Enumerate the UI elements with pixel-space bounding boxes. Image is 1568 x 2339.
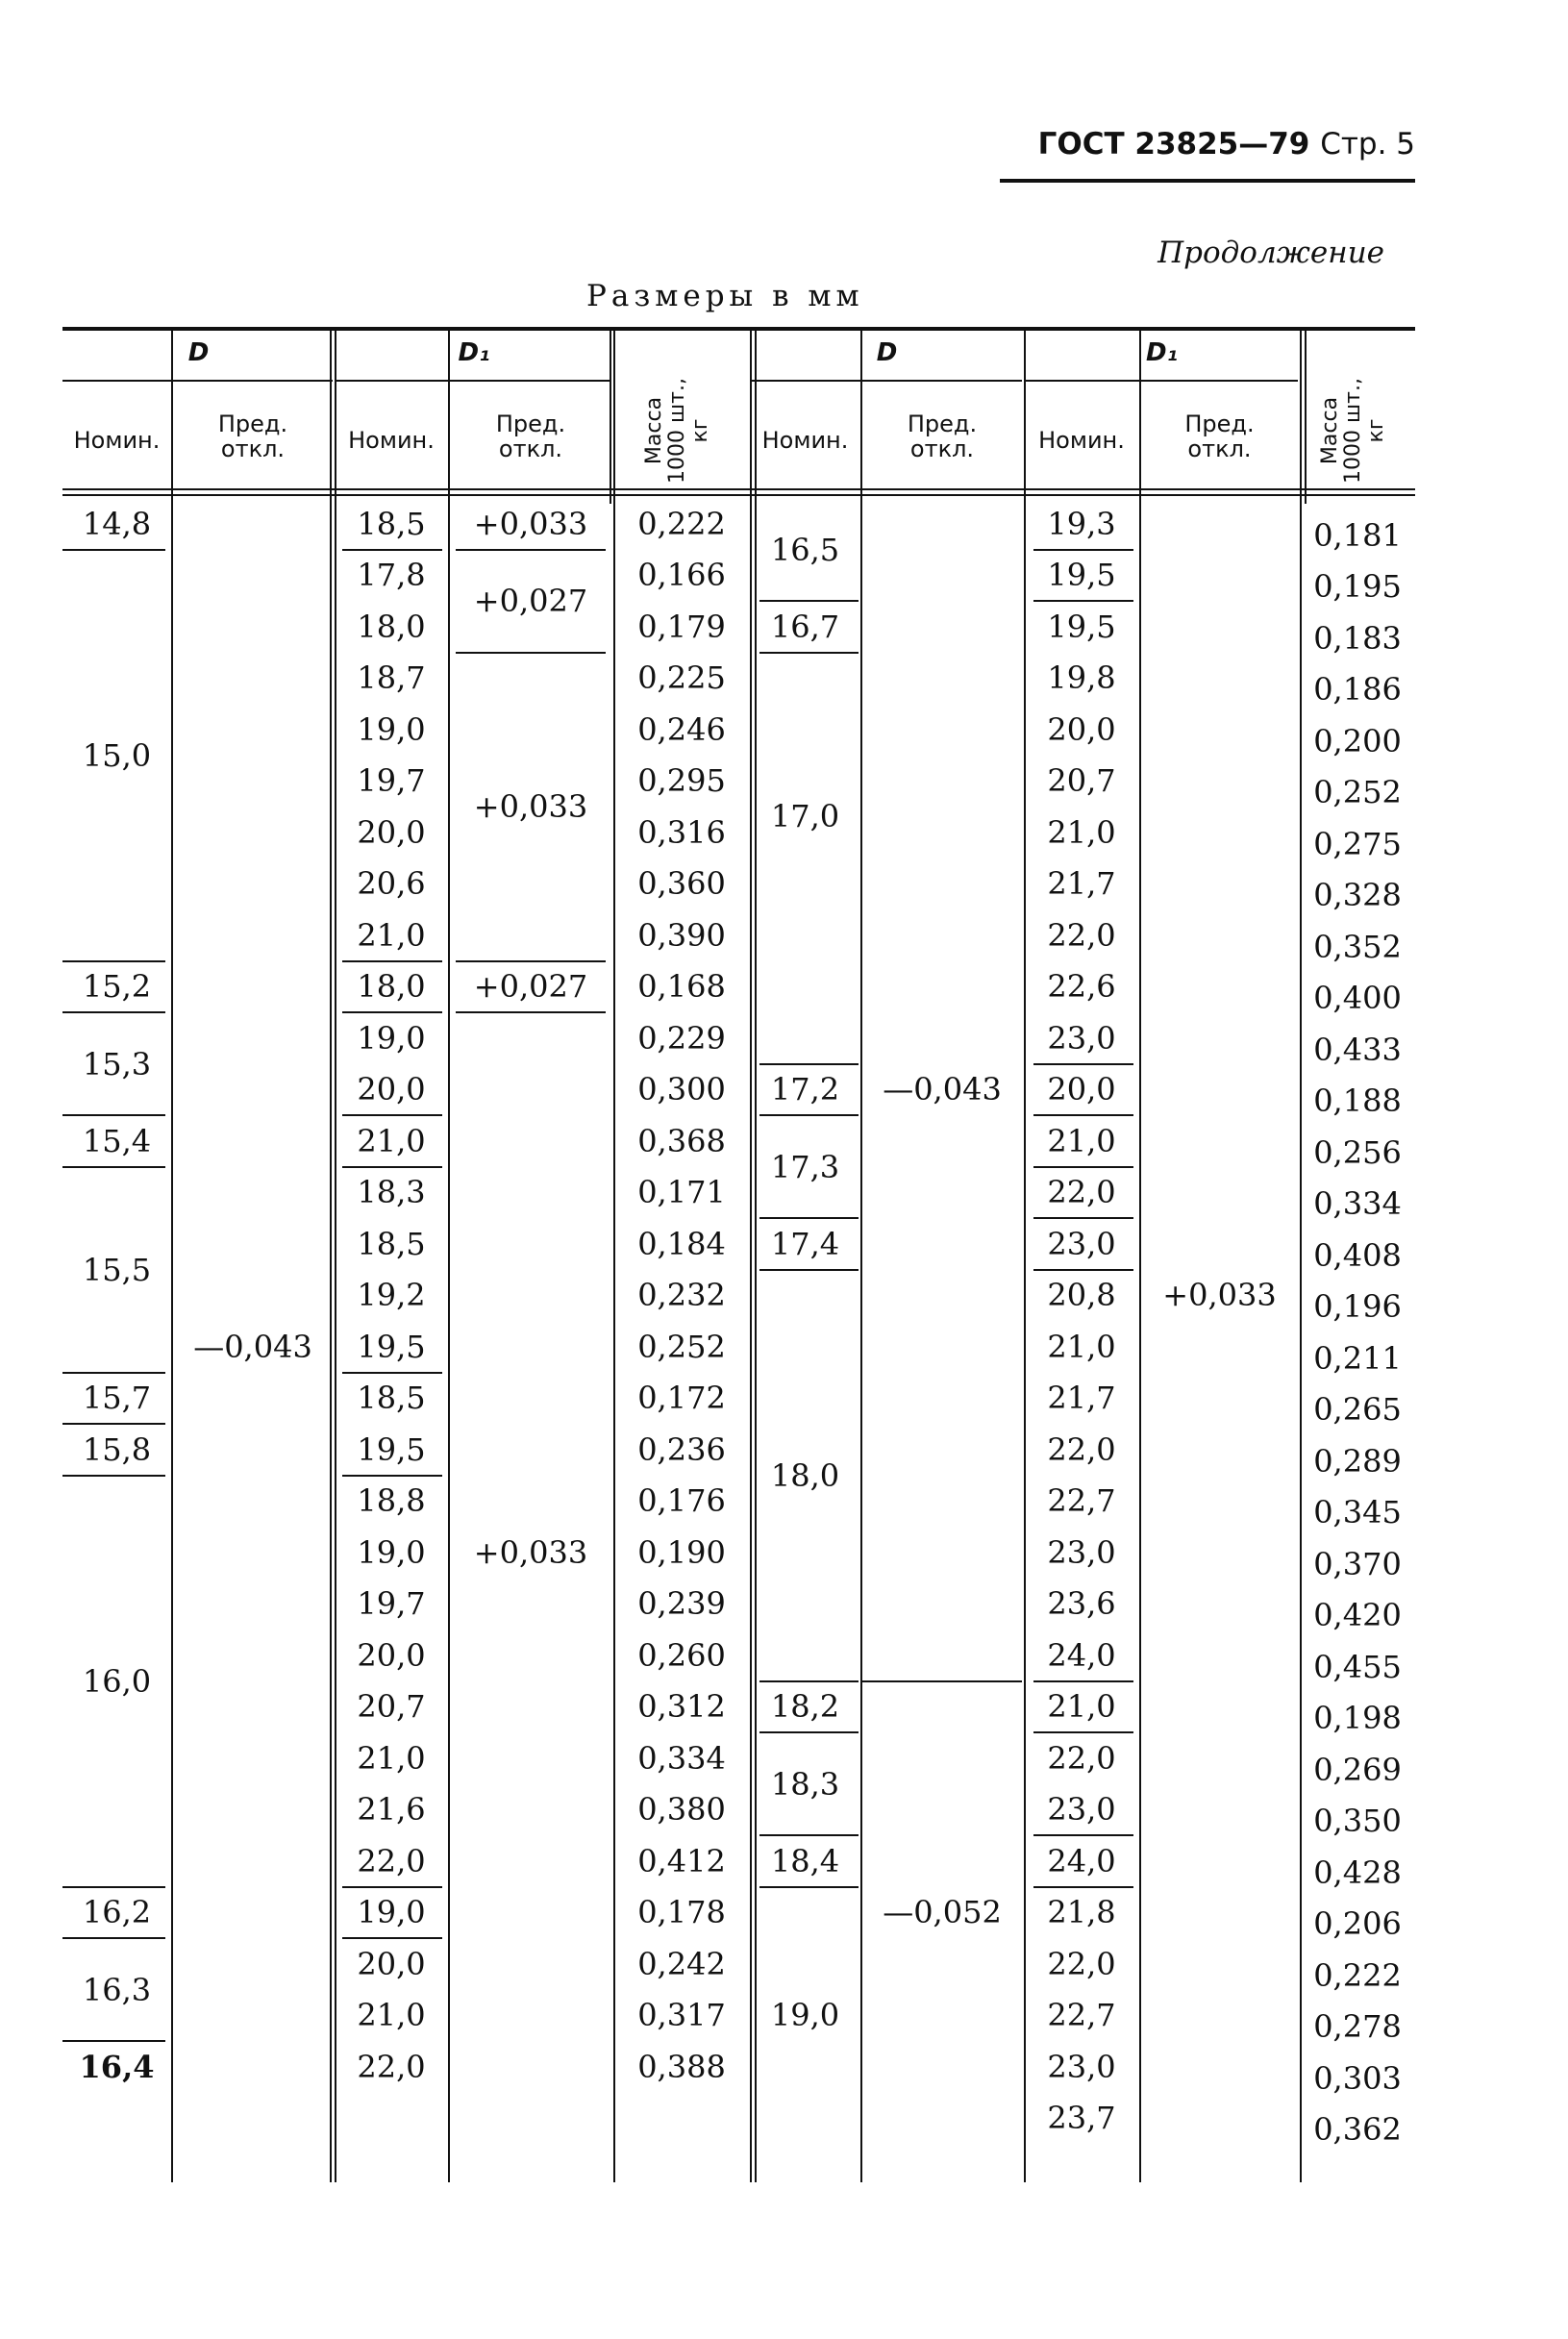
d1-nominal-cell: 18,7 — [357, 659, 426, 697]
row-rule — [62, 960, 165, 962]
d1-nominal-cell: 22,6 — [1047, 968, 1116, 1006]
row-rule — [1033, 1217, 1133, 1219]
d1-nominal-cell: 20,0 — [357, 1071, 426, 1108]
d1-nominal-cell: 21,0 — [357, 1997, 426, 2034]
d1-nominal-cell: 21,0 — [357, 916, 426, 954]
mass-cell: 0,236 — [637, 1431, 726, 1468]
column-header-tolerance: Пред. откл. — [217, 411, 288, 462]
d1-nominal-cell: 23,0 — [1047, 2048, 1116, 2085]
d1-tolerance-cell: +0,027 — [473, 968, 588, 1006]
row-rule — [1033, 600, 1133, 602]
d1-nominal-cell: 22,7 — [1047, 1997, 1116, 2034]
mass-cell: 0,362 — [1313, 2111, 1402, 2149]
units-label: Размеры в мм — [586, 279, 864, 313]
d-tolerance-cell: —0,043 — [193, 1328, 312, 1365]
d-nominal-cell: 17,2 — [770, 1071, 840, 1108]
d1-nominal-cell: 22,0 — [357, 2048, 426, 2085]
d1-nominal-cell: 18,5 — [357, 505, 426, 542]
row-rule — [1033, 1269, 1133, 1271]
d1-nominal-cell: 18,0 — [357, 608, 426, 645]
mass-cell: 0,289 — [1313, 1442, 1402, 1480]
d1-nominal-cell: 23,0 — [1047, 1019, 1116, 1057]
d-nominal-cell: 16,3 — [82, 1971, 152, 2008]
page-header — [1000, 127, 1415, 162]
column-rule — [1305, 331, 1307, 504]
row-rule — [342, 1166, 442, 1168]
d1-nominal-cell: 22,0 — [1047, 1739, 1116, 1777]
d1-nominal-cell: 19,7 — [357, 762, 426, 800]
mass-cell: 0,172 — [637, 1380, 726, 1417]
page-label: Стр. 5 — [1320, 127, 1415, 162]
row-rule — [62, 1372, 165, 1374]
mass-cell: 0,303 — [1313, 2059, 1402, 2097]
d-nominal-cell: 16,2 — [82, 1894, 152, 1931]
mass-cell: 0,198 — [1313, 1700, 1402, 1737]
column-group-label: D₁ — [1146, 338, 1178, 367]
d1-nominal-cell: 24,0 — [1047, 1842, 1116, 1879]
column-group-label: D — [876, 338, 898, 367]
mass-cell: 0,352 — [1313, 928, 1402, 965]
d-nominal-cell: 17,3 — [770, 1148, 840, 1185]
mass-cell: 0,252 — [1313, 774, 1402, 811]
row-rule — [342, 549, 442, 551]
d1-nominal-cell: 23,0 — [1047, 1533, 1116, 1571]
mass-cell: 0,222 — [1313, 1956, 1402, 1994]
d1-nominal-cell: 18,0 — [357, 968, 426, 1006]
d1-nominal-cell: 20,7 — [1047, 762, 1116, 800]
row-rule — [1033, 1166, 1133, 1168]
column-header-tolerance: Пред. откл. — [1184, 411, 1255, 462]
d1-nominal-cell: 20,0 — [1047, 1071, 1116, 1108]
d1-nominal-cell: 21,0 — [1047, 1688, 1116, 1726]
d1-nominal-cell: 18,3 — [357, 1174, 426, 1211]
column-header-nominal: Номин. — [348, 427, 435, 454]
row-rule — [62, 1011, 165, 1013]
mass-cell: 0,368 — [637, 1122, 726, 1159]
d1-nominal-cell: 20,7 — [357, 1688, 426, 1726]
d-nominal-cell: 18,4 — [770, 1842, 840, 1879]
d1-nominal-cell: 19,7 — [357, 1585, 426, 1623]
d-nominal-cell: 17,0 — [770, 798, 840, 834]
d1-nominal-cell: 21,7 — [1047, 1380, 1116, 1417]
row-rule — [1033, 1731, 1133, 1733]
group-d-rule-right — [752, 380, 1022, 382]
mass-cell: 0,265 — [1313, 1391, 1402, 1429]
d1-nominal-cell: 22,7 — [1047, 1482, 1116, 1520]
mass-cell: 0,278 — [1313, 2008, 1402, 2046]
row-rule — [62, 1475, 165, 1477]
mass-cell: 0,345 — [1313, 1494, 1402, 1531]
d-nominal-cell: 16,5 — [770, 531, 840, 568]
d1-nominal-cell: 19,0 — [357, 1019, 426, 1057]
d-nominal-cell: 15,4 — [82, 1122, 152, 1159]
column-group-label: D₁ — [458, 338, 490, 367]
mass-cell: 0,222 — [637, 505, 726, 542]
mass-cell: 0,186 — [1313, 671, 1402, 709]
column-group-label: D — [187, 338, 210, 367]
row-rule — [62, 1423, 165, 1425]
d1-nominal-cell: 22,0 — [357, 1842, 426, 1879]
d-nominal-cell: 15,8 — [82, 1431, 152, 1468]
mass-cell: 0,176 — [637, 1482, 726, 1520]
d1-nominal-cell: 19,0 — [357, 1533, 426, 1571]
mass-cell: 0,232 — [637, 1277, 726, 1314]
mass-cell: 0,433 — [1313, 1031, 1402, 1068]
d1-nominal-cell: 21,0 — [357, 1739, 426, 1777]
d1-nominal-cell: 21,0 — [357, 1122, 426, 1159]
mass-cell: 0,195 — [1313, 568, 1402, 606]
row-rule — [759, 600, 859, 602]
mass-cell: 0,181 — [1313, 516, 1402, 554]
d1-nominal-cell: 23,0 — [1047, 1225, 1116, 1262]
d1-nominal-cell: 20,0 — [357, 813, 426, 851]
row-rule — [759, 1063, 859, 1065]
d1-nominal-cell: 19,5 — [1047, 557, 1116, 594]
continuation-label: Продолжение — [1157, 236, 1384, 270]
d1-nominal-cell: 20,0 — [357, 1636, 426, 1674]
row-rule — [456, 960, 606, 962]
d1-nominal-cell: 18,8 — [357, 1482, 426, 1520]
mass-cell: 0,388 — [637, 2048, 726, 2085]
row-rule — [62, 1114, 165, 1116]
d-nominal-cell: 16,0 — [82, 1662, 152, 1700]
mass-cell: 0,242 — [637, 1945, 726, 1982]
mass-cell: 0,252 — [637, 1328, 726, 1365]
mass-cell: 0,206 — [1313, 1905, 1402, 1943]
row-rule — [342, 1475, 442, 1477]
d1-nominal-cell: 19,5 — [357, 1431, 426, 1468]
row-rule — [759, 1680, 859, 1682]
d1-nominal-cell: 18,5 — [357, 1380, 426, 1417]
d1-nominal-cell: 21,0 — [1047, 1122, 1116, 1159]
row-rule — [342, 960, 442, 962]
row-rule — [342, 1011, 442, 1013]
mass-cell: 0,412 — [637, 1842, 726, 1879]
d-nominal-cell: 15,3 — [82, 1045, 152, 1082]
row-rule — [342, 1114, 442, 1116]
d1-nominal-cell: 21,0 — [1047, 1328, 1116, 1365]
d1-nominal-cell: 21,6 — [357, 1791, 426, 1829]
d1-nominal-cell: 23,0 — [1047, 1791, 1116, 1829]
mass-cell: 0,190 — [637, 1533, 726, 1571]
d1-nominal-cell: 17,8 — [357, 557, 426, 594]
mass-cell: 0,246 — [637, 710, 726, 748]
header-bottom-rule-2 — [62, 494, 1415, 496]
d-nominal-cell: 14,8 — [82, 505, 152, 542]
mass-cell: 0,168 — [637, 968, 726, 1006]
row-rule — [1033, 1114, 1133, 1116]
row-rule — [62, 2040, 165, 2042]
d1-nominal-cell: 19,3 — [1047, 505, 1116, 542]
column-header-tolerance: Пред. откл. — [495, 411, 566, 462]
mass-cell: 0,211 — [1313, 1339, 1402, 1377]
column-header-mass: Масса 1000 шт., кг — [1318, 378, 1388, 484]
row-rule — [1033, 549, 1133, 551]
d-tolerance-cell: —0,052 — [883, 1894, 1002, 1931]
mass-cell: 0,260 — [637, 1636, 726, 1674]
d1-nominal-cell: 20,6 — [357, 865, 426, 903]
mass-cell: 0,350 — [1313, 1803, 1402, 1840]
d1-nominal-cell: 20,0 — [357, 1945, 426, 1982]
d-nominal-cell: 15,7 — [82, 1380, 152, 1417]
d-nominal-cell: 18,2 — [770, 1688, 840, 1726]
row-rule — [759, 652, 859, 654]
mass-cell: 0,295 — [637, 762, 726, 800]
d1-nominal-cell: 22,0 — [1047, 1174, 1116, 1211]
group-d1-rule — [336, 380, 611, 382]
d1-nominal-cell: 23,7 — [1047, 2100, 1116, 2137]
mass-cell: 0,360 — [637, 865, 726, 903]
row-rule — [456, 549, 606, 551]
row-rule — [456, 1011, 606, 1013]
d1-nominal-cell: 21,7 — [1047, 865, 1116, 903]
d1-tolerance-cell: +0,033 — [473, 788, 588, 825]
row-rule — [1033, 1886, 1133, 1888]
d1-tolerance-cell: +0,033 — [473, 1533, 588, 1571]
mass-cell: 0,428 — [1313, 1854, 1402, 1891]
d-nominal-cell: 18,3 — [770, 1765, 840, 1803]
mass-cell: 0,334 — [1313, 1185, 1402, 1223]
mass-cell: 0,334 — [637, 1739, 726, 1777]
row-rule — [342, 1886, 442, 1888]
mass-cell: 0,316 — [637, 813, 726, 851]
d1-nominal-cell: 20,8 — [1047, 1277, 1116, 1314]
mass-cell: 0,400 — [1313, 980, 1402, 1017]
mass-cell: 0,380 — [637, 1791, 726, 1829]
d-nominal-cell: 17,4 — [770, 1225, 840, 1262]
mass-cell: 0,183 — [1313, 619, 1402, 657]
d-nominal-cell: 18,0 — [770, 1456, 840, 1494]
d1-nominal-cell: 19,5 — [357, 1328, 426, 1365]
d1-nominal-cell: 19,8 — [1047, 659, 1116, 697]
mass-cell: 0,239 — [637, 1585, 726, 1623]
d-nominal-cell: 16,7 — [770, 608, 840, 645]
column-header-nominal: Номин. — [73, 427, 161, 454]
group-d-rule — [62, 380, 333, 382]
table-top-rule — [62, 327, 1415, 331]
mass-cell: 0,256 — [1313, 1133, 1402, 1171]
doc-code: ГОСТ 23825—79 — [1037, 127, 1310, 162]
row-rule — [62, 1937, 165, 1939]
row-rule — [862, 1680, 1022, 1682]
d1-nominal-cell: 21,0 — [1047, 813, 1116, 851]
row-rule — [62, 549, 165, 551]
d1-nominal-cell: 20,0 — [1047, 710, 1116, 748]
row-rule — [1033, 1680, 1133, 1682]
mass-cell: 0,420 — [1313, 1597, 1402, 1634]
mass-cell: 0,390 — [637, 916, 726, 954]
mass-cell: 0,229 — [637, 1019, 726, 1057]
mass-cell: 0,178 — [637, 1894, 726, 1931]
d1-tolerance-cell: +0,027 — [473, 583, 588, 619]
row-rule — [759, 1834, 859, 1836]
mass-cell: 0,317 — [637, 1997, 726, 2034]
d1-nominal-cell: 19,2 — [357, 1277, 426, 1314]
mass-cell: 0,328 — [1313, 877, 1402, 914]
d1-nominal-cell: 19,0 — [357, 710, 426, 748]
column-header-nominal: Номин. — [1038, 427, 1125, 454]
d1-nominal-cell: 22,0 — [1047, 1431, 1116, 1468]
d-nominal-cell: 15,2 — [82, 968, 152, 1006]
d1-nominal-cell: 24,0 — [1047, 1636, 1116, 1674]
row-rule — [759, 1269, 859, 1271]
mass-cell: 0,166 — [637, 557, 726, 594]
d1-nominal-cell: 23,6 — [1047, 1585, 1116, 1623]
row-rule — [1033, 1063, 1133, 1065]
d1-tolerance-cell: +0,033 — [1162, 1277, 1277, 1314]
mass-cell: 0,200 — [1313, 722, 1402, 759]
d1-nominal-cell: 19,5 — [1047, 608, 1116, 645]
d-nominal-cell: 19,0 — [770, 1997, 840, 2034]
row-rule — [759, 1886, 859, 1888]
column-header-mass: Масса 1000 шт., кг — [642, 378, 712, 484]
mass-cell: 0,370 — [1313, 1545, 1402, 1582]
d-nominal-cell: 16,4 — [79, 2048, 155, 2085]
d-nominal-cell: 15,0 — [82, 736, 152, 774]
d1-nominal-cell: 22,0 — [1047, 916, 1116, 954]
row-rule — [62, 1166, 165, 1168]
d-tolerance-cell: —0,043 — [883, 1071, 1002, 1108]
header-bottom-rule — [62, 488, 1415, 490]
row-rule — [456, 652, 606, 654]
row-rule — [1033, 1834, 1133, 1836]
mass-cell: 0,196 — [1313, 1288, 1402, 1326]
mass-cell: 0,312 — [637, 1688, 726, 1726]
d-nominal-cell: 15,5 — [82, 1251, 152, 1288]
column-header-nominal: Номин. — [761, 427, 849, 454]
row-rule — [342, 1372, 442, 1374]
mass-cell: 0,188 — [1313, 1082, 1402, 1120]
mass-cell: 0,269 — [1313, 1751, 1402, 1788]
mass-cell: 0,184 — [637, 1225, 726, 1262]
row-rule — [62, 1886, 165, 1888]
mass-cell: 0,408 — [1313, 1236, 1402, 1274]
mass-cell: 0,300 — [637, 1071, 726, 1108]
row-rule — [759, 1731, 859, 1733]
mass-cell: 0,275 — [1313, 825, 1402, 862]
d1-nominal-cell: 21,8 — [1047, 1894, 1116, 1931]
mass-cell: 0,455 — [1313, 1648, 1402, 1685]
d1-tolerance-cell: +0,033 — [473, 505, 588, 542]
mass-cell: 0,171 — [637, 1174, 726, 1211]
row-rule — [759, 1114, 859, 1116]
d1-nominal-cell: 19,0 — [357, 1894, 426, 1931]
row-rule — [342, 1937, 442, 1939]
row-rule — [759, 1217, 859, 1219]
header-rule — [1000, 179, 1415, 183]
column-header-tolerance: Пред. откл. — [907, 411, 978, 462]
mass-cell: 0,179 — [637, 608, 726, 645]
mass-cell: 0,225 — [637, 659, 726, 697]
d1-nominal-cell: 22,0 — [1047, 1945, 1116, 1982]
d1-nominal-cell: 18,5 — [357, 1225, 426, 1262]
group-d1-rule-right — [1026, 380, 1298, 382]
